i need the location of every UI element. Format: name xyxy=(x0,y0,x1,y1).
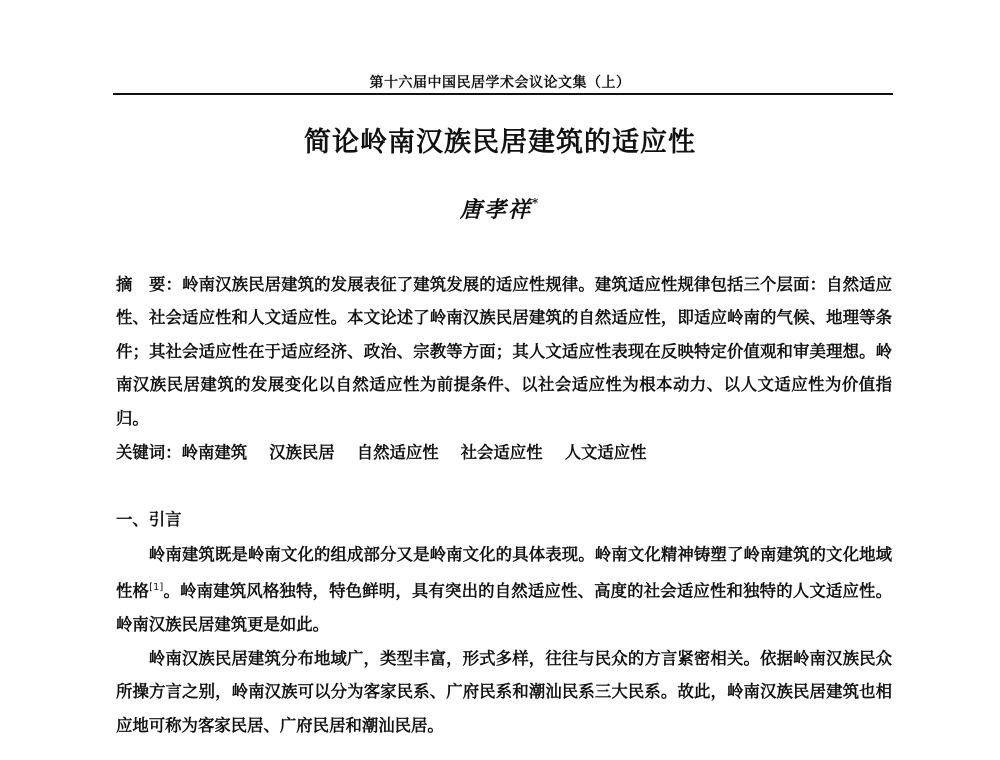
paragraph-text: 。岭南建筑风格独特，特色鲜明，具有突出的自然适应性、高度的社会适应性和独特的人文适应性。岭南汉族民居建筑更是如此。 xyxy=(116,581,892,635)
keyword: 自然适应性 xyxy=(356,443,439,462)
keywords-label: 关键词： xyxy=(116,443,182,462)
keyword: 人文适应性 xyxy=(564,443,647,462)
author-name: 唐孝祥 xyxy=(459,197,532,223)
paragraph xyxy=(116,538,892,642)
keyword: 汉族民居 xyxy=(269,443,335,462)
section-heading: 一、引言 xyxy=(116,510,182,529)
author-footnote-mark: * xyxy=(531,196,541,210)
abstract-label: 摘 要： xyxy=(116,275,183,294)
body-text xyxy=(116,538,892,742)
paragraph-text: 岭南建筑既是岭南文化的组成部分又是岭南文化的具体表现。岭南文化精神铸塑了岭南建筑的文化地域性格 xyxy=(116,545,892,601)
paper-title: 简论岭南汉族民居建筑的适应性 xyxy=(304,127,696,158)
paragraph: 岭南汉族民居建筑分布地域广，类型丰富，形式多样，往往与民众的方言紧密相关。依据岭南汉族民众所操方言之别，岭南汉族可以分为客家民系、广府民系和潮汕民系三大民系。故此，岭南汉族民居建筑也相应地可称为客家民居、广府民居和潮汕民居。 xyxy=(116,648,892,735)
keywords xyxy=(116,436,892,469)
keyword: 社会适应性 xyxy=(460,443,543,462)
abstract-text: 岭南汉族民居建筑的发展表征了建筑发展的适应性规律。建筑适应性规律包括三个层面：自然适应性、社会适应性和人文适应性。本文论述了岭南汉族民居建筑的自然适应性，即适应岭南的气候、地理等条件；其社会适应性在于适应经济、政治、宗教等方面；其人文适应性表现在反映特定价值观和审美理想。岭南汉族民居建筑的发展变化以自然适应性为前提条件、以社会适应性为根本动力、以人文适应性为价值指归。 xyxy=(116,275,893,428)
abstract xyxy=(116,268,892,435)
running-head: 第十六届中国民居学术会议论文集（上） xyxy=(369,75,631,91)
citation-ref: [1] xyxy=(149,582,164,594)
keyword: 岭南建筑 xyxy=(181,443,248,462)
header-rule xyxy=(113,93,893,95)
author xyxy=(0,193,1000,224)
